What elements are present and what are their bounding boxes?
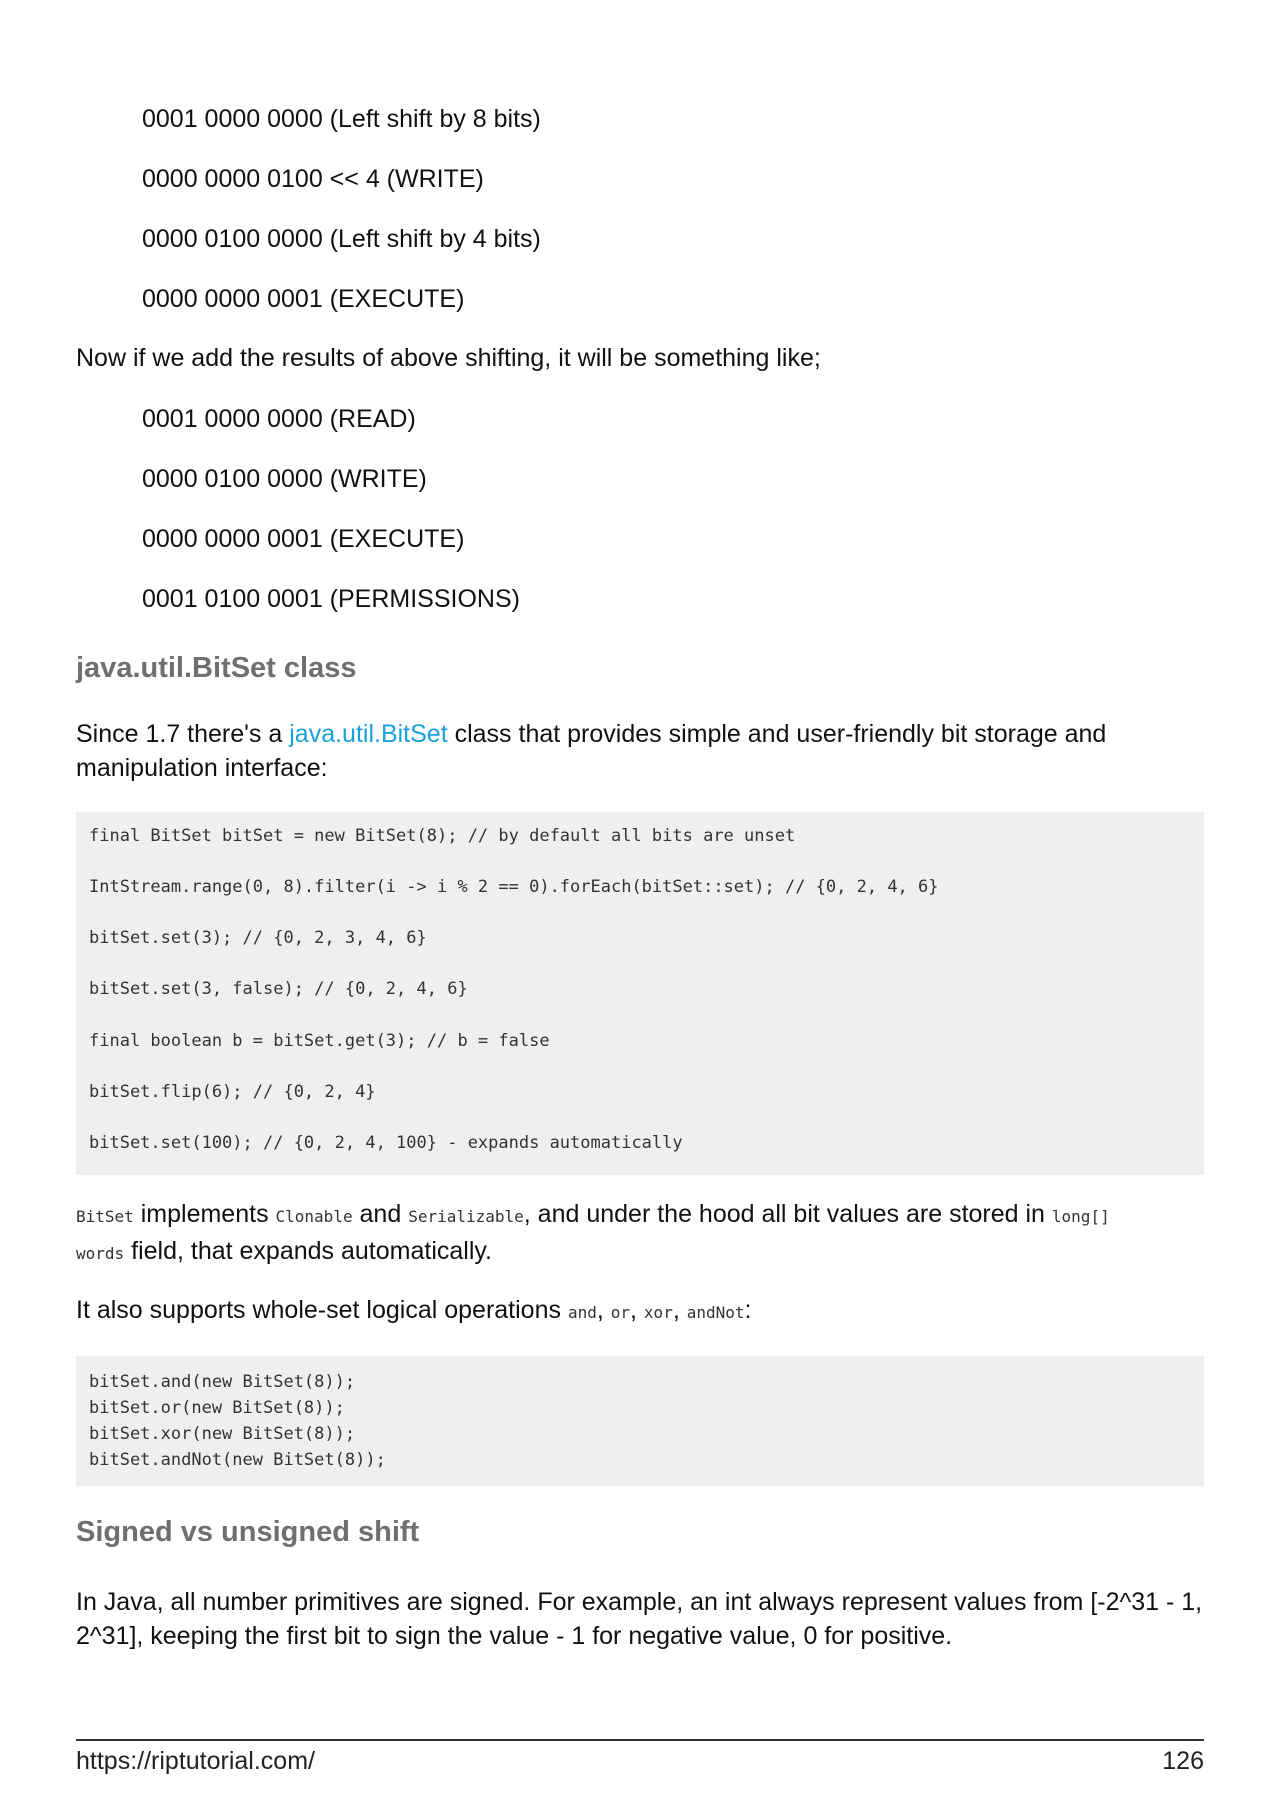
- code-line: bitSet.set(3, false); // {0, 2, 4, 6}: [89, 979, 468, 999]
- code-line: bitSet.and(new BitSet(8));: [89, 1372, 356, 1392]
- sum-line: 0000 0000 0001 (EXECUTE): [142, 525, 465, 553]
- bitset-intro-after: class that provides simple and user-friendly bit storage and manipulation interface:: [76, 720, 1107, 782]
- section-heading-signed-shift: Signed vs unsigned shift: [76, 1516, 420, 1548]
- code-line: bitSet.andNot(new BitSet(8));: [89, 1450, 386, 1470]
- footer-divider: [76, 1739, 1204, 1741]
- sum-line: 0001 0100 0001 (PERMISSIONS): [142, 585, 520, 613]
- shift-line: 0000 0100 0000 (Left shift by 4 bits): [142, 225, 541, 253]
- inline-code-xor: xor: [643, 1303, 673, 1322]
- footer-url[interactable]: https://riptutorial.com/: [76, 1747, 315, 1775]
- inline-code-long-array: long[]: [1051, 1207, 1110, 1226]
- section-heading-bitset: java.util.BitSet class: [76, 652, 357, 684]
- bitset-intro-before: Since 1.7 there's a: [76, 720, 290, 748]
- bitset-implements-paragraph: [76, 1197, 1204, 1271]
- code-line: bitSet.set(100); // {0, 2, 4, 100} - expands automatically: [89, 1133, 683, 1153]
- bitset-code-block: [76, 812, 1204, 1175]
- inline-code-bitset: BitSet: [76, 1207, 134, 1226]
- impl-text: implements: [133, 1200, 276, 1228]
- inline-code-andnot: andNot: [686, 1303, 745, 1322]
- sum-line: 0000 0100 0000 (WRITE): [142, 465, 427, 493]
- code-line: bitSet.set(3); // {0, 2, 3, 4, 6}: [89, 928, 427, 948]
- shift-line: 0001 0000 0000 (Left shift by 8 bits): [142, 105, 541, 133]
- sum-intro-paragraph: Now if we add the results of above shifting, it will be something like;: [76, 344, 821, 372]
- ops-text: It also supports whole-set logical operations: [76, 1296, 568, 1324]
- code-line: final boolean b = bitSet.get(3); // b = false: [89, 1031, 550, 1051]
- ops-separator: ,: [630, 1296, 644, 1324]
- impl-text: and: [352, 1200, 409, 1228]
- inline-code-clonable: Clonable: [275, 1207, 353, 1226]
- signed-shift-paragraph: In Java, all number primitives are signed. For example, an int always represent values from [-2^31 - 1, 2^31], keeping the first bit to sign the value - 1 for negative value, 0 for positive.: [76, 1588, 1203, 1650]
- inline-code-serializable: Serializable: [408, 1207, 524, 1226]
- code-line: bitSet.or(new BitSet(8));: [89, 1398, 345, 1418]
- ops-end: :: [744, 1296, 752, 1324]
- sum-line: 0001 0000 0000 (READ): [142, 405, 416, 433]
- logical-ops-code-block: [76, 1356, 1204, 1486]
- ops-separator: ,: [596, 1296, 611, 1324]
- code-line: bitSet.xor(new BitSet(8));: [89, 1424, 356, 1444]
- code-line: bitSet.flip(6); // {0, 2, 4}: [89, 1082, 376, 1102]
- page-number: 126: [1162, 1747, 1204, 1775]
- shift-line: 0000 0000 0100 << 4 (WRITE): [142, 165, 484, 193]
- impl-text: field, that expands automatically.: [124, 1237, 492, 1265]
- inline-code-words: words: [76, 1244, 125, 1263]
- bitset-intro-paragraph: [76, 717, 1204, 785]
- code-line: IntStream.range(0, 8).filter(i -> i % 2 == 0).forEach(bitSet::set); // {0, 2, 4, 6}: [89, 877, 939, 897]
- inline-code-and: and: [567, 1303, 597, 1322]
- ops-separator: ,: [672, 1296, 687, 1324]
- shift-line: 0000 0000 0001 (EXECUTE): [142, 285, 465, 313]
- code-line: final BitSet bitSet = new BitSet(8); // by default all bits are unset: [89, 826, 796, 846]
- logical-ops-paragraph: [76, 1293, 1204, 1330]
- impl-text: , and under the hood all bit values are stored in: [523, 1200, 1052, 1228]
- inline-code-or: or: [610, 1303, 631, 1322]
- bitset-doc-link[interactable]: java.util.BitSet: [289, 720, 448, 748]
